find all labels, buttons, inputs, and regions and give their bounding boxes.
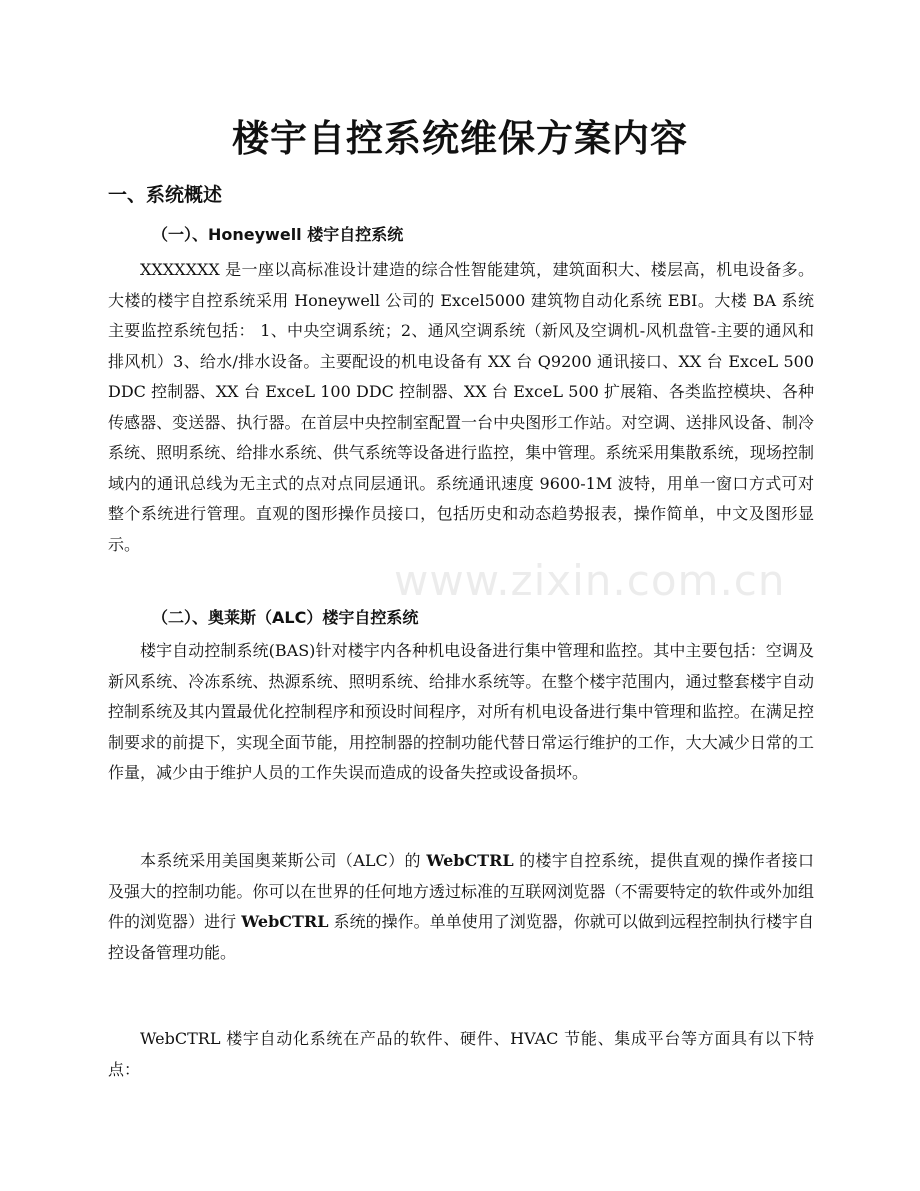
text-part: 的楼宇自控系统，提供直观的操作者接口及强大的控制功能。你可以在世界的任何地方透过标准的互联网浏览器（不需要特定的软件或外加组件的浏览器）进行: [108, 851, 814, 931]
paragraph-webctrl-features: WebCTRL 楼宇自动化系统在产品的软件、硬件、HVAC 节能、集成平台等方面具有以下特点：: [108, 1029, 814, 1079]
paragraph-honeywell: XXXXXXX 是一座以高标准设计建造的综合性智能建筑，建筑面积大、楼层高，机电设备多。大楼的楼宇自控系统采用 Honeywell 公司的 Excel5000 建筑物自动化系统 EBI。大楼 BA 系统主要监控系统包括： 1、中央空调系统；2、通风空调系统（新风及空调机-风机盘管-主要的通风和排风机）3、给水/排水设备。主要配设的机电设备有 XX 台 Q9200 通讯接口、XX 台 ExceL 500 DDC 控制器、XX 台 ExceL 100 DDC 控制器、XX 台 ExceL 500 扩展箱、各类监控模块、各种传感器、变送器、执行器。在首层中央控制室配置一台中央图形工作站。对空调、送排风设备、制冷系统、照明系统、给排水系统、供气系统等设备进行监控，集中管理。系统采用集散系统，现场控制域内的通讯总线为无主式的点对点同层通讯。系统通讯速度 9600-1M 波特，用单一窗口方式可对整个系统进行管理。直观的图形操作员接口，包括历史和动态趋势报表，操作简单，中文及图形显示。: [108, 260, 814, 554]
subsection-heading-honeywell: （一）、Honeywell 楼宇自控系统: [152, 225, 404, 244]
paragraph-bas-intro: 楼宇自动控制系统(BAS)针对楼宇内各种机电设备进行集中管理和监控。其中主要包括：空调及新风系统、冷冻系统、热源系统、照明系统、给排水系统等。在整个楼宇范围内，通过整套楼宇自动控制系统及其内置最优化控制程序和预设时间程序，对所有机电设备进行集中管理和监控。在满足控制要求的前提下，实现全面节能，用控制器的控制功能代替日常运行维护的工作，大大减少日常的工作量，减少由于维护人员的工作失误而造成的设备失控或设备损坏。: [108, 641, 814, 782]
bold-webctrl: WebCTRL: [426, 851, 514, 870]
watermark-text: www.zixin.com.cn: [394, 556, 786, 605]
text-part: 系统的操作。单单使用了浏览器，你就可以做到远程控制执行楼宇自控设备管理功能。: [108, 912, 814, 962]
paragraph-webctrl-intro: [108, 846, 814, 968]
bold-webctrl: WebCTRL: [241, 912, 329, 931]
document-title: 楼宇自控系统维保方案内容: [232, 117, 688, 160]
section-heading-overview: 一、系统概述: [108, 184, 223, 206]
text-part: 本系统采用美国奥莱斯公司（ALC）的: [140, 851, 427, 870]
subsection-heading-alc: （二）、奥莱斯（ALC）楼宇自控系统: [152, 608, 419, 627]
